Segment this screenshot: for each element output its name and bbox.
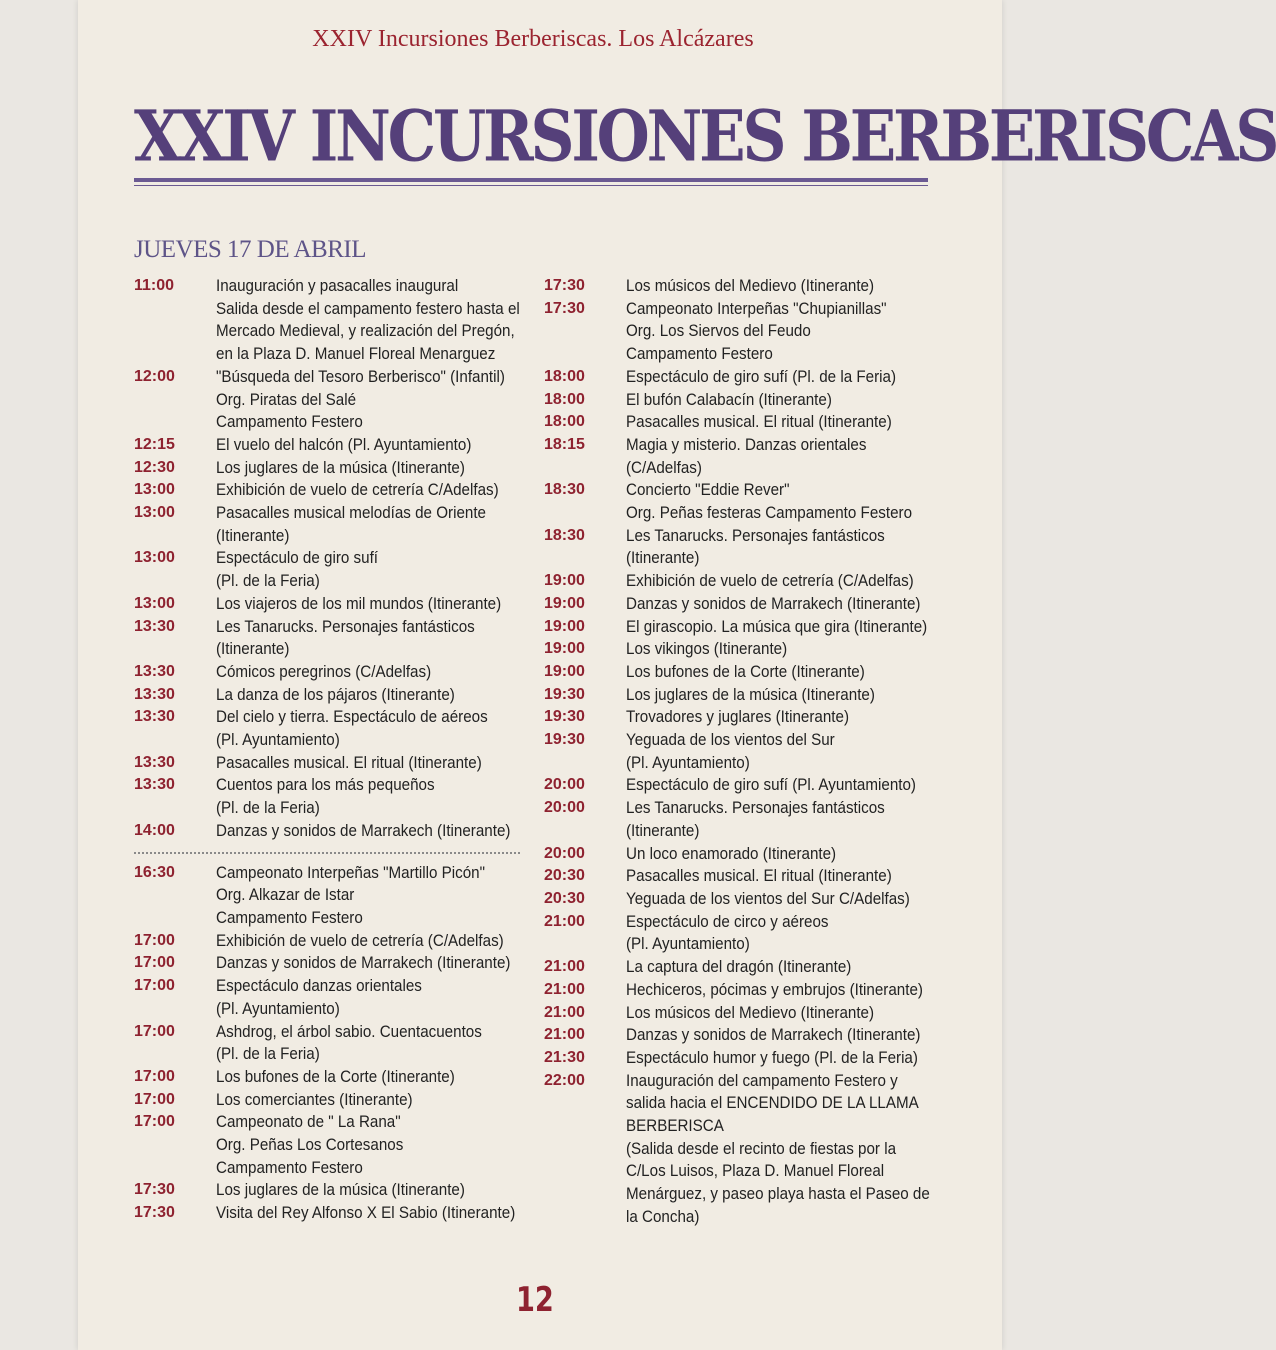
schedule-entry [134, 820, 524, 843]
schedule-entry [544, 411, 934, 434]
entry-time: 18:30 [544, 481, 585, 499]
entry-line: Campamento Festero [626, 345, 773, 364]
schedule-entry [544, 616, 934, 639]
entry-line: Org. Piratas del Salé [216, 390, 357, 409]
entry-description [626, 638, 934, 661]
entry-line: Trovadores y juglares (Itinerante) [626, 708, 850, 727]
program-page [78, 0, 1276, 1350]
entry-description [626, 843, 934, 866]
entry-time: 18:15 [544, 435, 585, 453]
entry-time: 22:00 [544, 1071, 585, 1089]
entry-line: Espectáculo de giro sufí [216, 549, 379, 568]
schedule-entry [544, 979, 934, 1002]
entry-description [216, 752, 524, 775]
title-rule-thin [134, 185, 928, 186]
entry-line: "Búsqueda del Tesoro Berberisco" (Infantil) [216, 367, 505, 386]
entry-line: Pasacalles musical. El ritual (Itinerante) [626, 867, 892, 886]
entry-time: 19:30 [544, 685, 585, 703]
entry-line: Salida desde el campamento festero hasta el [216, 299, 520, 318]
section-divider [134, 852, 520, 854]
entry-line: Danzas y sonidos de Marrakech (Itinerante) [626, 1026, 921, 1045]
entry-line: (C/Adelfas) [626, 458, 702, 477]
schedule-entry [544, 275, 934, 298]
schedule-entry [134, 752, 524, 775]
entry-line: Campamento Festero [216, 1158, 363, 1177]
entry-line: (Pl. de la Feria) [216, 1045, 320, 1064]
entry-time: 14:00 [134, 821, 175, 839]
entry-line: Campamento Festero [216, 413, 363, 432]
entry-time: 13:30 [134, 753, 175, 771]
entry-time: 21:00 [544, 980, 585, 998]
entry-time: 12:15 [134, 435, 175, 453]
schedule-entry [544, 1047, 934, 1070]
entry-line: Hechiceros, pócimas y embrujos (Itinerante) [626, 980, 923, 999]
entry-time: 19:00 [544, 617, 585, 635]
entry-line: (Pl. Ayuntamiento) [626, 935, 750, 954]
entry-time: 11:00 [134, 277, 175, 294]
day-heading: JUEVES 17 DE ABRIL [134, 236, 366, 263]
entry-line: Espectáculo de giro sufí (Pl. de la Feria) [626, 367, 897, 386]
entry-line: Los músicos del Medievo (Itinerante) [626, 277, 875, 295]
entry-line: Los juglares de la música (Itinerante) [216, 1181, 465, 1200]
entry-line: Yeguada de los vientos del Sur [626, 731, 835, 750]
entry-line: Cuentos para los más pequeños [216, 776, 435, 795]
entry-time: 13:30 [134, 617, 175, 635]
entry-description [626, 684, 934, 707]
schedule-entry [544, 1070, 934, 1229]
entry-line: (Pl. Ayuntamiento) [626, 753, 750, 772]
entry-description [626, 661, 934, 684]
entry-line: Exhibición de vuelo de cetrería (C/Adelfas) [626, 572, 914, 591]
entry-line: Pasacalles musical. El ritual (Itinerante) [216, 753, 482, 772]
entry-description [626, 411, 934, 434]
entry-time: 13:00 [134, 549, 175, 567]
entry-line: Visita del Rey Alfonso X El Sabio (Itinerante) [216, 1204, 516, 1223]
entry-description [626, 389, 934, 412]
title-rule [134, 178, 928, 182]
entry-time: 17:00 [134, 977, 175, 995]
entry-line: Campeonato Interpeñas "Chupianillas" [626, 299, 887, 318]
entry-line: Org. Peñas festeras Campamento Festero [626, 504, 913, 523]
entry-line: La danza de los pájaros (Itinerante) [216, 685, 455, 704]
schedule-entry [134, 366, 524, 434]
entry-line: Campamento Festero [216, 908, 363, 927]
entry-description [216, 547, 524, 592]
schedule-entry [544, 729, 934, 774]
entry-line: Los vikingos (Itinerante) [626, 640, 788, 659]
schedule-entry [134, 975, 524, 1020]
schedule-entry [134, 661, 524, 684]
entry-time: 19:30 [544, 708, 585, 726]
page-title: XXIV INCURSIONES BERBERISCAS [134, 96, 1276, 178]
schedule-entry [134, 952, 524, 975]
entry-line: Un loco enamorado (Itinerante) [626, 844, 837, 863]
schedule-entry [544, 706, 934, 729]
schedule-entry [544, 570, 934, 593]
schedule-entry [544, 956, 934, 979]
schedule-entry [134, 1179, 524, 1202]
schedule-entry [134, 616, 524, 661]
entry-line: Mercado Medieval, y realización del Pregón, [216, 322, 515, 341]
entry-description [216, 434, 524, 457]
entry-line: (Itinerante) [216, 526, 290, 545]
entry-time: 16:30 [134, 863, 175, 881]
entry-line: (Pl. Ayuntamiento) [216, 731, 340, 750]
entry-line: Org. Los Siervos del Feudo [626, 322, 811, 341]
entry-time: 18:30 [544, 526, 585, 544]
entry-description [216, 616, 524, 661]
entry-line: Cómicos peregrinos (C/Adelfas) [216, 662, 432, 681]
entry-line: Inauguración del campamento Festero y [626, 1071, 898, 1090]
entry-line: Concierto "Eddie Rever" [626, 481, 790, 500]
entry-line: Los músicos del Medievo (Itinerante) [626, 1003, 875, 1022]
entry-time: 13:30 [134, 662, 175, 680]
entry-time: 17:30 [134, 1181, 175, 1199]
schedule-entry [544, 593, 934, 616]
entry-description [626, 1002, 934, 1025]
schedule-entry [544, 911, 934, 956]
entry-time: 19:00 [544, 662, 585, 680]
entry-time: 13:00 [134, 594, 175, 612]
entry-description [626, 1047, 943, 1070]
entry-description [216, 684, 524, 707]
page-number: 12 [516, 1280, 554, 1320]
entry-time: 20:30 [544, 889, 585, 907]
entry-line: la Concha) [626, 1207, 700, 1226]
entry-line: Exhibición de vuelo de cetrería (C/Adelfas) [216, 931, 504, 950]
entry-description [626, 1024, 946, 1047]
entry-line: Exhibición de vuelo de cetrería C/Adelfas) [216, 481, 499, 500]
entry-description [216, 661, 524, 684]
entry-line: Los bufones de la Corte (Itinerante) [626, 662, 865, 681]
entry-line: C/Los Luisos, Plaza D. Manuel Floreal [626, 1162, 885, 1181]
entry-description [626, 570, 939, 593]
schedule-entry [544, 525, 934, 570]
entry-line: Danzas y sonidos de Marrakech (Itinerante) [216, 954, 511, 973]
entry-description [216, 457, 524, 480]
schedule-entry [544, 797, 934, 842]
entry-line: Menárguez, y paseo playa hasta el Paseo de [626, 1185, 930, 1204]
running-header: XXIV Incursiones Berberiscas. Los Alcázares [312, 26, 754, 52]
schedule-entry [544, 389, 934, 412]
entry-description [216, 1179, 524, 1202]
entry-line: (Itinerante) [216, 640, 290, 659]
entry-line: Org. Peñas Los Cortesanos [216, 1136, 404, 1155]
entry-line: Del cielo y tierra. Espectáculo de aéreos [216, 708, 488, 727]
entry-description [626, 956, 934, 979]
entry-description [626, 298, 934, 366]
entry-line: Los bufones de la Corte (Itinerante) [216, 1067, 455, 1086]
entry-time: 20:00 [544, 776, 585, 794]
entry-description [216, 1111, 524, 1179]
entry-time: 17:00 [134, 954, 175, 972]
entry-description [216, 862, 524, 930]
entry-line: La captura del dragón (Itinerante) [626, 958, 852, 977]
schedule-entry [134, 706, 524, 751]
entry-description [626, 593, 946, 616]
schedule-entry [544, 434, 934, 479]
schedule-entry [544, 298, 934, 366]
entry-description [626, 616, 953, 639]
entry-description [626, 729, 934, 774]
entry-line: salida hacia el ENCENDIDO DE LA LLAMA [626, 1094, 919, 1113]
schedule-entry [134, 547, 524, 592]
entry-description [626, 275, 934, 298]
entry-description [626, 979, 949, 1002]
schedule-entry [134, 930, 524, 953]
entry-time: 12:00 [134, 367, 175, 385]
entry-line: Los juglares de la música (Itinerante) [216, 458, 465, 477]
entry-time: 21:00 [544, 958, 585, 976]
schedule-entry [134, 434, 524, 457]
entry-time: 21:30 [544, 1048, 585, 1066]
entry-time: 13:00 [134, 504, 175, 522]
entry-line: Les Tanarucks. Personajes fantásticos [626, 799, 885, 818]
schedule-entry [544, 638, 934, 661]
entry-time: 20:30 [544, 867, 585, 885]
schedule-entry [134, 479, 524, 502]
entry-time: 17:00 [134, 931, 175, 949]
entry-line: Espectáculo humor y fuego (Pl. de la Feria) [626, 1048, 918, 1067]
entry-line: El girascopio. La música que gira (Itinerante) [626, 617, 928, 636]
entry-line: Yeguada de los vientos del Sur C/Adelfas) [626, 889, 910, 908]
entry-line: Espectáculo danzas orientales [216, 977, 422, 996]
schedule-entry [544, 774, 934, 797]
schedule-entry [544, 865, 934, 888]
entry-time: 18:00 [544, 367, 585, 385]
entry-description [216, 820, 536, 843]
schedule-entry [544, 661, 934, 684]
entry-time: 17:30 [544, 277, 585, 294]
entry-description [626, 1070, 956, 1229]
entry-time: 12:30 [134, 458, 175, 476]
entry-time: 13:30 [134, 776, 175, 794]
entry-line: Magia y misterio. Danzas orientales [626, 435, 867, 454]
entry-line: Danzas y sonidos de Marrakech (Itinerante) [626, 594, 921, 613]
entry-line: Inauguración y pasacalles inaugural [216, 277, 459, 295]
entry-time: 17:30 [544, 299, 585, 317]
entry-line: Ashdrog, el árbol sabio. Cuentacuentos [216, 1022, 482, 1041]
entry-line: Los viajeros de los mil mundos (Itinerante) [216, 594, 502, 613]
entry-line: Danzas y sonidos de Marrakech (Itinerante) [216, 821, 511, 840]
entry-time: 17:30 [134, 1204, 175, 1222]
schedule-entry [134, 1021, 524, 1066]
entry-time: 19:00 [544, 594, 585, 612]
entry-description [216, 952, 536, 975]
entry-time: 20:00 [544, 799, 585, 817]
schedule-entry [134, 1089, 524, 1112]
entry-description [626, 525, 934, 570]
schedule-entry [544, 684, 934, 707]
entry-time: 17:00 [134, 1090, 175, 1108]
entry-time: 19:00 [544, 640, 585, 658]
entry-line: Pasacalles musical melodías de Oriente [216, 504, 487, 523]
entry-description [626, 865, 934, 888]
entry-time: 21:00 [544, 912, 585, 930]
entry-description [216, 275, 546, 366]
entry-line: Los juglares de la música (Itinerante) [626, 685, 875, 704]
entry-description [216, 1089, 524, 1112]
schedule-entry [134, 1111, 524, 1179]
entry-time: 21:00 [544, 1026, 585, 1044]
entry-line: (Pl. de la Feria) [216, 572, 320, 591]
entry-description [216, 479, 524, 502]
schedule-column-left [134, 275, 524, 1225]
entry-time: 18:00 [544, 413, 585, 431]
entry-description [216, 774, 524, 819]
schedule-entry [544, 479, 934, 524]
schedule-entry [134, 502, 524, 547]
entry-line: Espectáculo de circo y aéreos [626, 912, 829, 931]
schedule-entry [134, 774, 524, 819]
schedule-entry [134, 1202, 524, 1225]
schedule-entry [134, 684, 524, 707]
schedule-entry [134, 457, 524, 480]
entry-line: El vuelo del halcón (Pl. Ayuntamiento) [216, 435, 472, 454]
entry-time: 18:00 [544, 390, 585, 408]
entry-time: 13:00 [134, 481, 175, 499]
entry-line: Pasacalles musical. El ritual (Itinerante) [626, 413, 892, 432]
schedule-entry [544, 366, 934, 389]
entry-description [216, 1066, 524, 1089]
entry-description [216, 930, 529, 953]
entry-description [216, 975, 524, 1020]
entry-description [626, 911, 934, 956]
entry-description [626, 774, 941, 797]
schedule-entry [134, 593, 524, 616]
entry-description [216, 1202, 541, 1225]
entry-line: Les Tanarucks. Personajes fantásticos [216, 617, 475, 636]
entry-line: Les Tanarucks. Personajes fantásticos [626, 526, 885, 545]
entry-line: en la Plaza D. Manuel Floreal Menarguez [216, 345, 496, 364]
entry-description [216, 706, 524, 751]
entry-time: 21:00 [544, 1003, 585, 1021]
entry-description [626, 888, 935, 911]
entry-time: 17:00 [134, 1113, 175, 1131]
entry-time: 17:00 [134, 1022, 175, 1040]
entry-time: 19:30 [544, 731, 585, 749]
entry-description [626, 706, 934, 729]
entry-time: 20:00 [544, 844, 585, 862]
schedule-entry [134, 862, 524, 930]
entry-time: 19:00 [544, 572, 585, 590]
entry-line: BERBERISCA [626, 1117, 724, 1136]
entry-description [626, 479, 937, 524]
schedule-entry [544, 888, 934, 911]
entry-line: Org. Alkazar de Istar [216, 886, 355, 905]
entry-description [626, 797, 934, 842]
entry-description [216, 366, 530, 434]
entry-line: (Salida desde el recinto de fiestas por la [626, 1139, 897, 1158]
entry-time: 13:30 [134, 685, 175, 703]
entry-description [626, 434, 934, 479]
schedule-entry [544, 843, 934, 866]
entry-line: Espectáculo de giro sufí (Pl. Ayuntamiento) [626, 776, 916, 795]
entry-line: (Pl. Ayuntamiento) [216, 999, 340, 1018]
entry-time: 13:30 [134, 708, 175, 726]
entry-description [216, 502, 524, 547]
entry-line: Campeonato de " La Rana" [216, 1113, 401, 1132]
entry-description [216, 593, 526, 616]
schedule-entry [544, 1024, 934, 1047]
entry-description [216, 1021, 524, 1066]
schedule-column-right [544, 275, 934, 1229]
schedule-entry [134, 275, 524, 366]
entry-line: (Itinerante) [626, 549, 700, 568]
schedule-entry [544, 1002, 934, 1025]
schedule-entry [134, 1066, 524, 1089]
entry-line: (Pl. de la Feria) [216, 799, 320, 818]
entry-time: 17:00 [134, 1067, 175, 1085]
entry-description [626, 366, 934, 389]
entry-line: (Itinerante) [626, 821, 700, 840]
entry-line: Campeonato Interpeñas "Martillo Picón" [216, 863, 485, 882]
entry-line: Los comerciantes (Itinerante) [216, 1090, 413, 1109]
entry-line: El bufón Calabacín (Itinerante) [626, 390, 832, 409]
